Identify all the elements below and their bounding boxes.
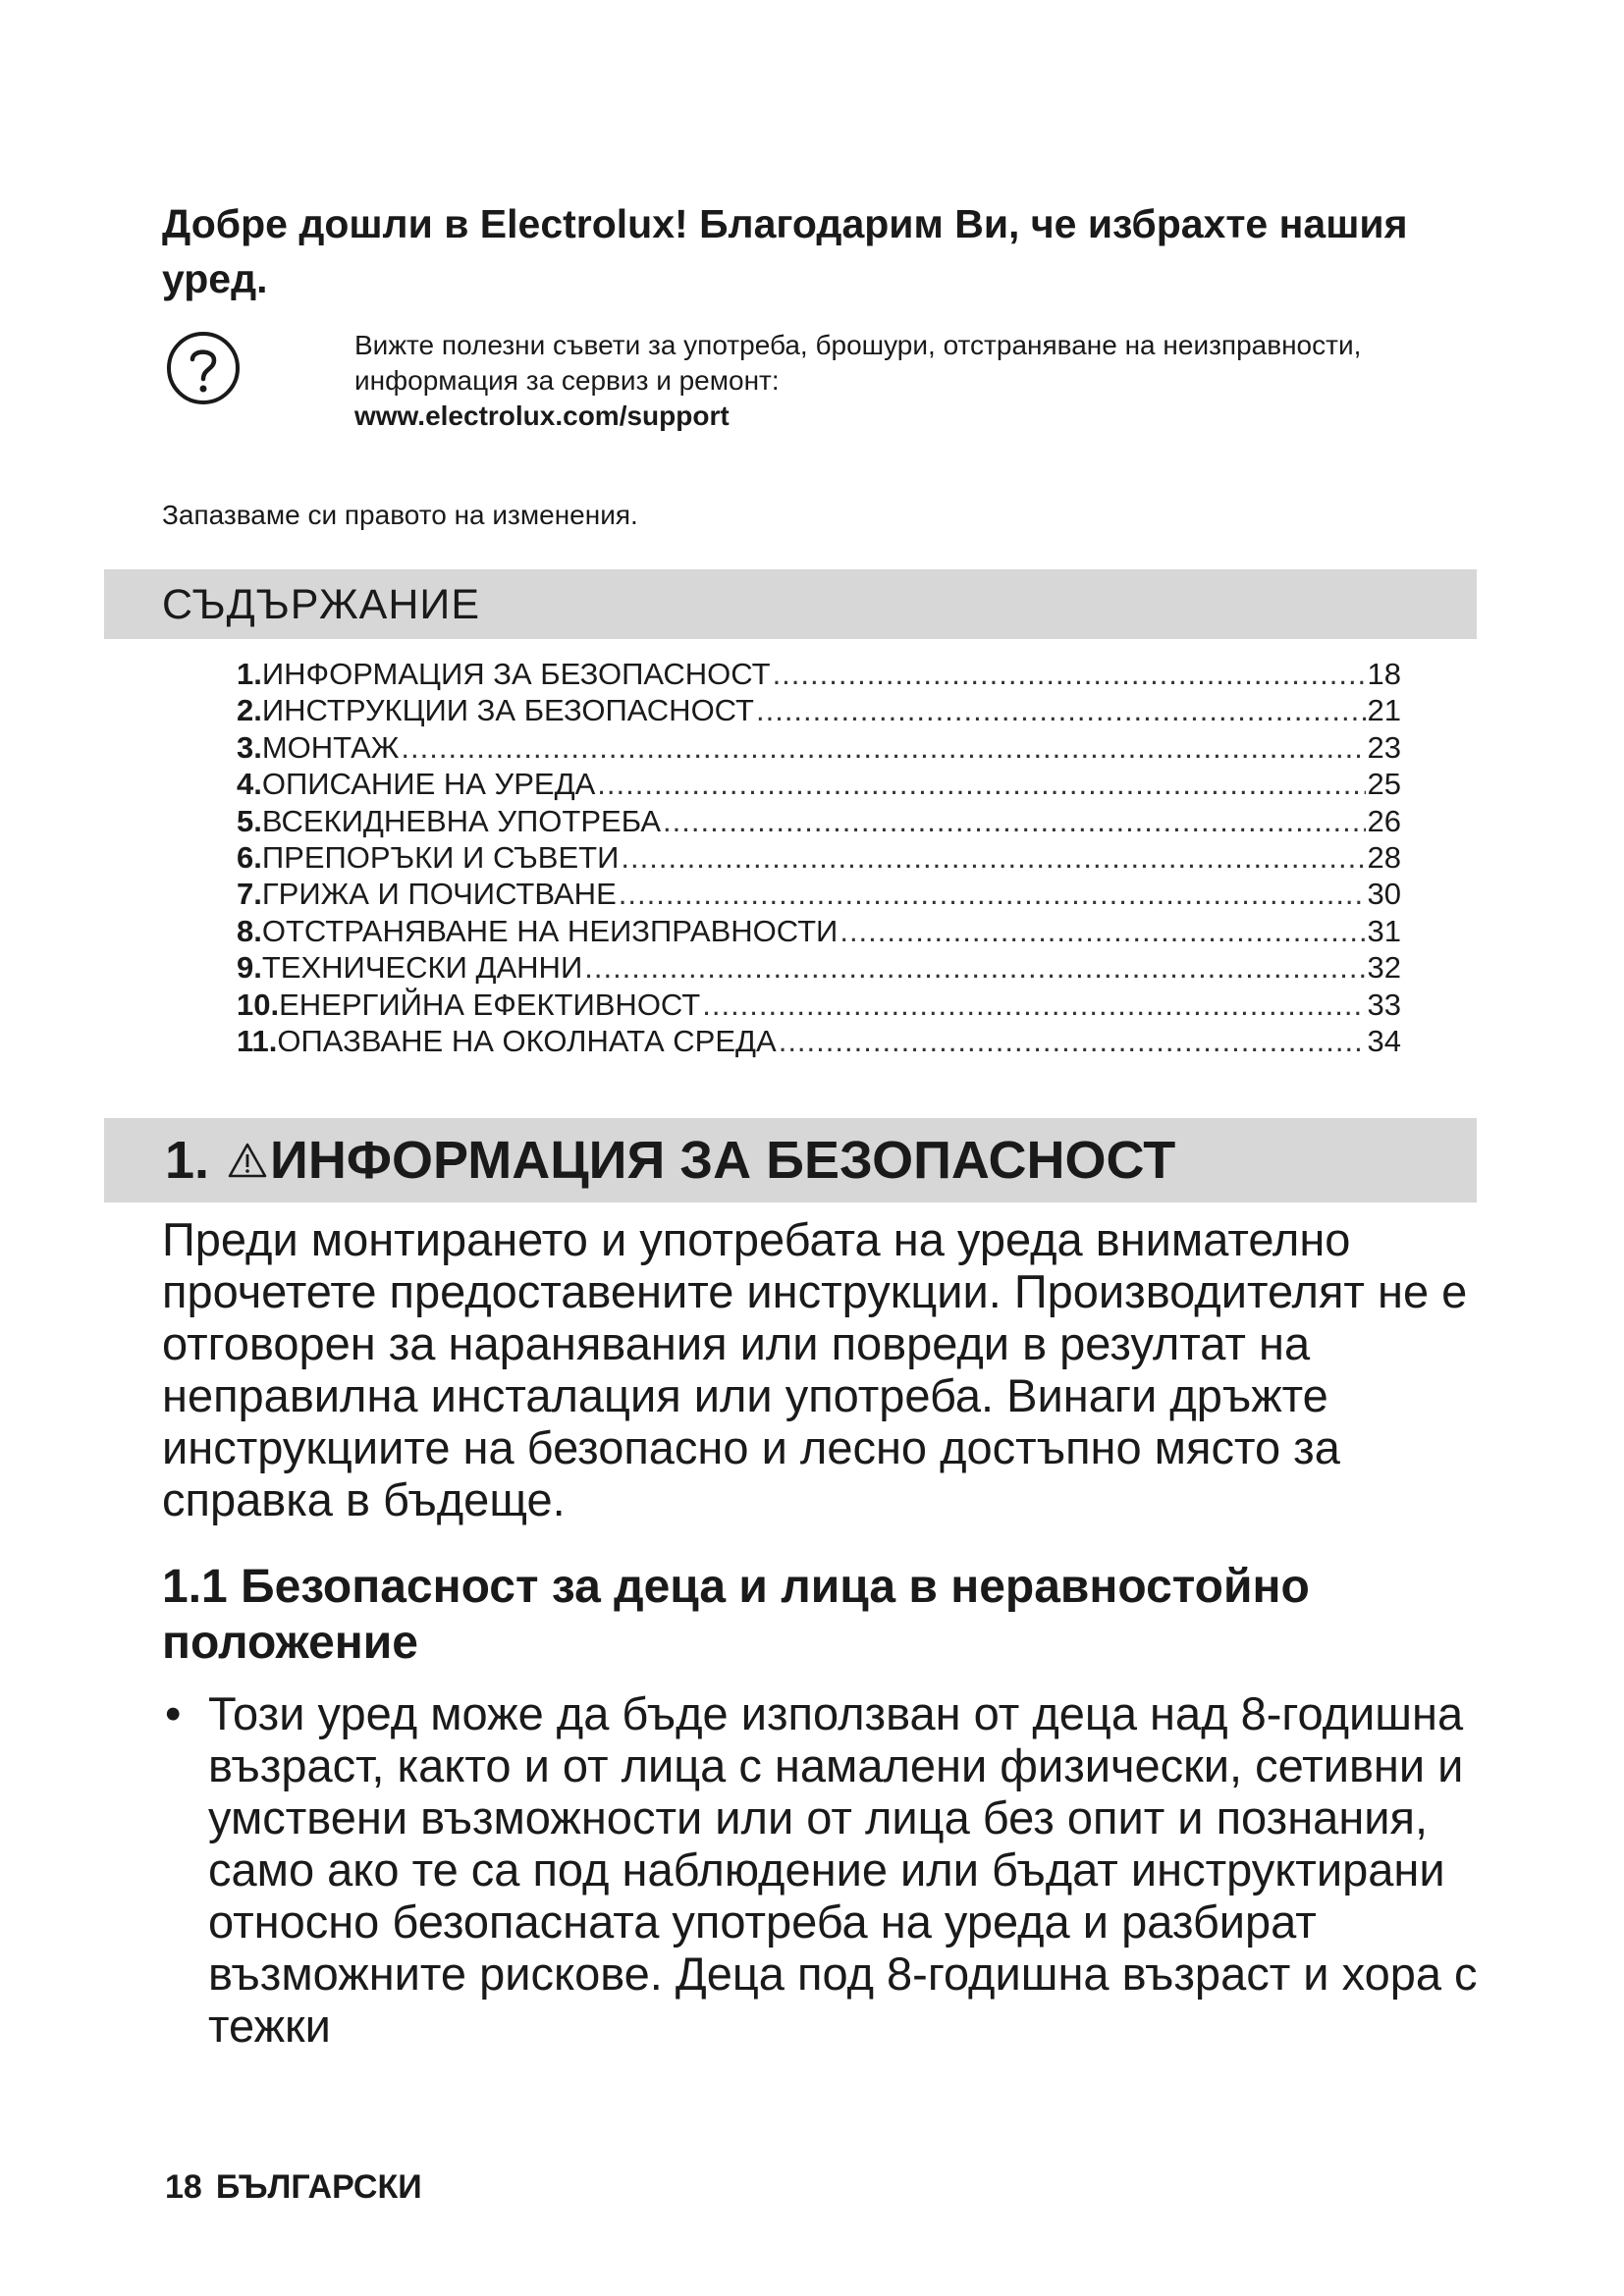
toc-item[interactable] xyxy=(237,692,1401,728)
list-item xyxy=(165,1687,1486,2052)
rights-notice: Запазваме си правото на изменения. xyxy=(162,500,638,530)
toc-item-label: ИНФОРМАЦИЯ ЗА БЕЗОПАСНОСТ xyxy=(261,657,771,691)
section-title xyxy=(165,1129,1175,1192)
toc-item-number: 5. xyxy=(237,803,262,838)
toc-leader-dots xyxy=(756,692,1366,728)
toc-leader-dots xyxy=(839,913,1365,949)
toc-item-label: ОПАЗВАНЕ НА ОКОЛНАТА СРЕДА xyxy=(277,1023,777,1058)
list-item-text: Този уред може да бъде използван от деца над 8-годишна възраст, както и от лица с намалени физически, сетивни и умствени възможности или от лица без опит и познания, само ако те са под наблюдение или бъдат инструктирани относно безопасната употреба на уреда и разбират възможните рискове. Деца под 8-годишна възраст и хора с тежки xyxy=(208,1687,1478,2052)
toc-item-label: ЕНЕРГИЙНА ЕФЕКТИВНОСТ xyxy=(279,987,701,1022)
toc-item-page: 23 xyxy=(1367,729,1401,765)
toc-item-page: 28 xyxy=(1367,839,1401,875)
toc-leader-dots xyxy=(621,839,1365,876)
toc-leader-dots xyxy=(584,949,1365,986)
table-of-contents xyxy=(237,656,1401,1059)
toc-item-page: 32 xyxy=(1367,950,1401,986)
toc-item-number: 7. xyxy=(237,877,262,912)
toc-item-number: 10. xyxy=(237,987,280,1022)
toc-item[interactable] xyxy=(237,876,1401,912)
toc-item-label: ПРЕПОРЪКИ И СЪВЕТИ xyxy=(261,839,620,875)
toc-leader-dots xyxy=(619,876,1366,912)
question-circle-icon xyxy=(165,330,242,406)
toc-item-number: 9. xyxy=(237,950,262,986)
toc-leader-dots xyxy=(401,729,1365,766)
toc-item-number: 6. xyxy=(237,839,262,875)
toc-item-label: ОПИСАНИЕ НА УРЕДА xyxy=(261,767,596,802)
toc-item[interactable] xyxy=(237,729,1401,766)
toc-item-page: 21 xyxy=(1367,693,1401,728)
toc-item-number: 11. xyxy=(237,1023,278,1058)
toc-item-label: МОНТАЖ xyxy=(261,729,400,765)
toc-item[interactable] xyxy=(237,839,1401,876)
intro-paragraph: Преди монтирането и употребата на уреда внимателно прочетете предоставените инструкции. Производителят не е отговорен за наранявания или повреди в резултат на неправилна инсталация или употреба. Винаги дръжте инструкциите на безопасно и лесно достъпно място за справка в бъдеще. xyxy=(162,1213,1468,1525)
page-footer xyxy=(165,2167,422,2207)
toc-item-number: 8. xyxy=(237,913,262,948)
footer-language: БЪЛГАРСКИ xyxy=(215,2168,422,2206)
toc-item[interactable] xyxy=(237,913,1401,949)
toc-item-number: 1. xyxy=(237,657,262,691)
section-number: 1. xyxy=(165,1131,210,1190)
support-link[interactable]: www.electrolux.com/support xyxy=(354,400,730,431)
toc-item-number: 3. xyxy=(237,729,262,765)
toc-item[interactable] xyxy=(237,656,1401,692)
toc-item-label: ТЕХНИЧЕСКИ ДАННИ xyxy=(261,950,583,986)
toc-leader-dots xyxy=(663,803,1365,839)
toc-item-page: 31 xyxy=(1367,913,1401,948)
toc-leader-dots xyxy=(597,766,1365,802)
toc-item-page: 18 xyxy=(1367,657,1401,691)
toc-item-page: 26 xyxy=(1367,803,1401,838)
support-line-2: информация за сервиз и ремонт: xyxy=(354,365,780,396)
toc-item-page: 25 xyxy=(1367,767,1401,802)
toc-item[interactable] xyxy=(237,949,1401,986)
toc-item-label: ВСЕКИДНЕВНА УПОТРЕБА xyxy=(261,803,662,838)
section-title-text: ИНФОРМАЦИЯ ЗА БЕЗОПАСНОСТ xyxy=(270,1131,1176,1190)
toc-title: СЪДЪРЖАНИЕ xyxy=(162,581,480,628)
support-line-1: Вижте полезни съвети за употреба, брошури, отстраняване на неизправности, xyxy=(354,330,1362,360)
toc-item[interactable] xyxy=(237,1023,1401,1059)
toc-item-page: 34 xyxy=(1367,1023,1401,1058)
toc-item-label: ИНСТРУКЦИИ ЗА БЕЗОПАСНОСТ xyxy=(261,693,754,728)
toc-item-number: 2. xyxy=(237,693,262,728)
toc-item[interactable] xyxy=(237,987,1401,1023)
page-number: 18 xyxy=(165,2168,202,2206)
subsection-title: 1.1 Безопасност за деца и лица в неравностойно положение xyxy=(162,1561,1310,1669)
toc-item-label: ОТСТРАНЯВАНЕ НА НЕИЗПРАВНОСТИ xyxy=(261,913,839,948)
toc-leader-dots xyxy=(702,987,1365,1023)
support-info xyxy=(354,328,1474,434)
toc-item-number: 4. xyxy=(237,767,262,802)
toc-item-page: 33 xyxy=(1367,987,1401,1022)
toc-item-label: ГРИЖА И ПОЧИСТВАНЕ xyxy=(261,877,617,912)
toc-item[interactable] xyxy=(237,766,1401,802)
bullet-marker: • xyxy=(165,1687,182,1739)
toc-item-page: 30 xyxy=(1367,877,1401,912)
toc-item[interactable] xyxy=(237,803,1401,839)
welcome-heading: Добре дошли в Electrolux! Благодарим Ви, че избрахте нашия уред. xyxy=(162,201,1408,301)
toc-leader-dots xyxy=(779,1023,1366,1059)
warning-triangle-icon xyxy=(227,1142,268,1179)
toc-leader-dots xyxy=(773,656,1366,692)
